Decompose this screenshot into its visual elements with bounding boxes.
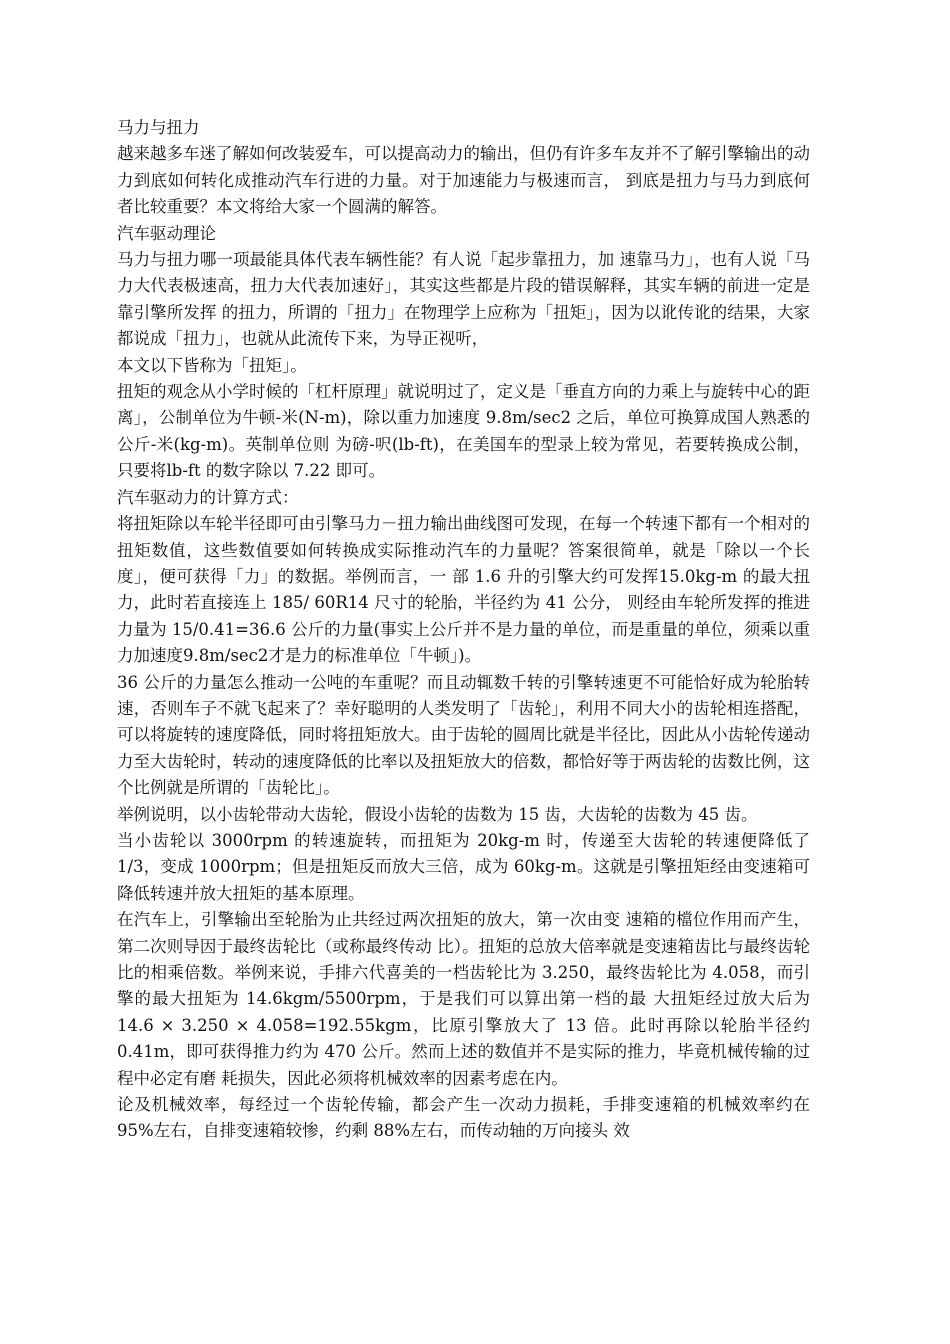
section-heading-drive-theory: 汽车驱动理论 <box>117 223 216 243</box>
paragraph-force-calculation: 将扭矩除以车轮半径即可由引擎马力－扭力输出曲线图可发现，在每一个转速下都有一个相对的 扭矩数值，这些数值要如何转换成实际推动汽车的力量呢？答案很简单，就是「除以一个长度」，便可获得「力」的数据。举例而言，一 部 1.6 升的引擎大约可发挥15.0kg-m 的最大扭力，此时若直接连上 185/ 60R14 尺寸的轮胎，半径约为 41 公分， 则经由车轮所发挥的推进力量为 15/0.41=36.6 公斤的力量(事实上公斤并不是力量的单位，而是重量的单位，须乘以重力加速度9.8m/sec2才是力的标准单位「牛顿」)。 <box>117 514 810 666</box>
paragraph-gear-rpm-example: 当小齿轮以 3000rpm 的转速旋转，而扭矩为 20kg-m 时，传递至大齿轮的转速便降低了 1/3，变成 1000rpm；但是扭矩反而放大三倍，成为 60kg-m。这就是引擎扭矩经由变速箱可降低转速并放大扭矩的基本原理。 <box>117 830 810 903</box>
paragraph-gear-example: 举例说明，以小齿轮带动大齿轮，假设小齿轮的齿数为 15 齿，大齿轮的齿数为 45 齿。 <box>117 804 758 824</box>
document-title: 马力与扭力 <box>117 118 200 137</box>
paragraph-horsepower-vs-torque: 马力与扭力哪一项最能具体代表车辆性能？有人说「起步靠扭力，加 速靠马力」，也有人说「马力大代表极速高，扭力大代表加速好」，其实这些都是片段的错误解释，其实车辆的前进一定是靠引擎所发挥 的扭力，所谓的「扭力」在物理学上应称为「扭矩」，因为以讹传讹的结果，大家都说成「扭力」，也就从此流传下来，为导正视听， <box>117 250 810 349</box>
paragraph-gears: 36 公斤的力量怎么推动一公吨的车重呢？而且动辄数千转的引擎转速更不可能恰好成为轮胎转速，否则车子不就飞起来了？幸好聪明的人类发明了「齿轮」，利用不同大小的齿轮相连搭配，可以将旋转的速度降低，同时将扭矩放大。由于齿轮的圆周比就是半径比，因此从小齿轮传递动力至大齿轮时，转动的速度降低的比率以及扭矩放大的倍数，都恰好等于两齿轮的齿数比例，这个比例就是所谓的「齿轮比」。 <box>117 672 810 798</box>
document-page <box>117 115 810 1145</box>
paragraph-total-gear-ratio: 在汽车上，引擎输出至轮胎为止共经过两次扭矩的放大，第一次由变 速箱的檔位作用而产生，第二次则导因于最终齿轮比（或称最终传动 比）。扭矩的总放大倍率就是变速箱齿比与最终齿轮比的相乘倍数。举例来说，手排六代喜美的一档齿轮比为 3.250，最终齿轮比为 4.058，而引擎的最大扭矩为 14.6kgm/5500rpm，于是我们可以算出第一档的最 大扭矩经过放大后为 14.6 × 3.250 × 4.058=192.55kgm，比原引擎放大了 13 倍。此时再除以轮胎半径约 0.41m，即可获得推力约为 470 公斤。然而上述的数值并不是实际的推力，毕竟机械传输的过程中必定有磨 耗损失，因此必须将机械效率的因素考虑在内。 <box>117 910 810 1088</box>
paragraph-torque-naming: 本文以下皆称为「扭矩」。 <box>117 355 307 375</box>
section-heading-drive-force-calculation: 汽车驱动力的计算方式： <box>117 487 299 507</box>
paragraph-intro: 越来越多车迷了解如何改装爱车，可以提高动力的输出，但仍有许多车友并不了解引擎输出的动力到底如何转化成推动汽车行进的力量。对于加速能力与极速而言， 到底是扭力与马力到底何者比较重要？本文将给大家一个圆满的解答。 <box>117 144 810 217</box>
paragraph-mechanical-efficiency: 论及机械效率，每经过一个齿轮传输，都会产生一次动力损耗，手排变速箱的机械效率约在 95%左右，自排变速箱较惨，约剩 88%左右，而传动轴的万向接头 效 <box>117 1095 810 1141</box>
paragraph-torque-definition: 扭矩的观念从小学时候的「杠杆原理」就说明过了，定义是「垂直方向的力乘上与旋转中心的距离」，公制单位为牛顿-米(N-m)，除以重力加速度 9.8m/sec2 之后，单位可换算成国人熟悉的公斤-米(kg-m)。英制单位则 为磅-呎(lb-ft)，在美国车的型录上较为常见，若要转换成公制，只要将lb-ft 的数字除以 7.22 即可。 <box>117 382 810 481</box>
